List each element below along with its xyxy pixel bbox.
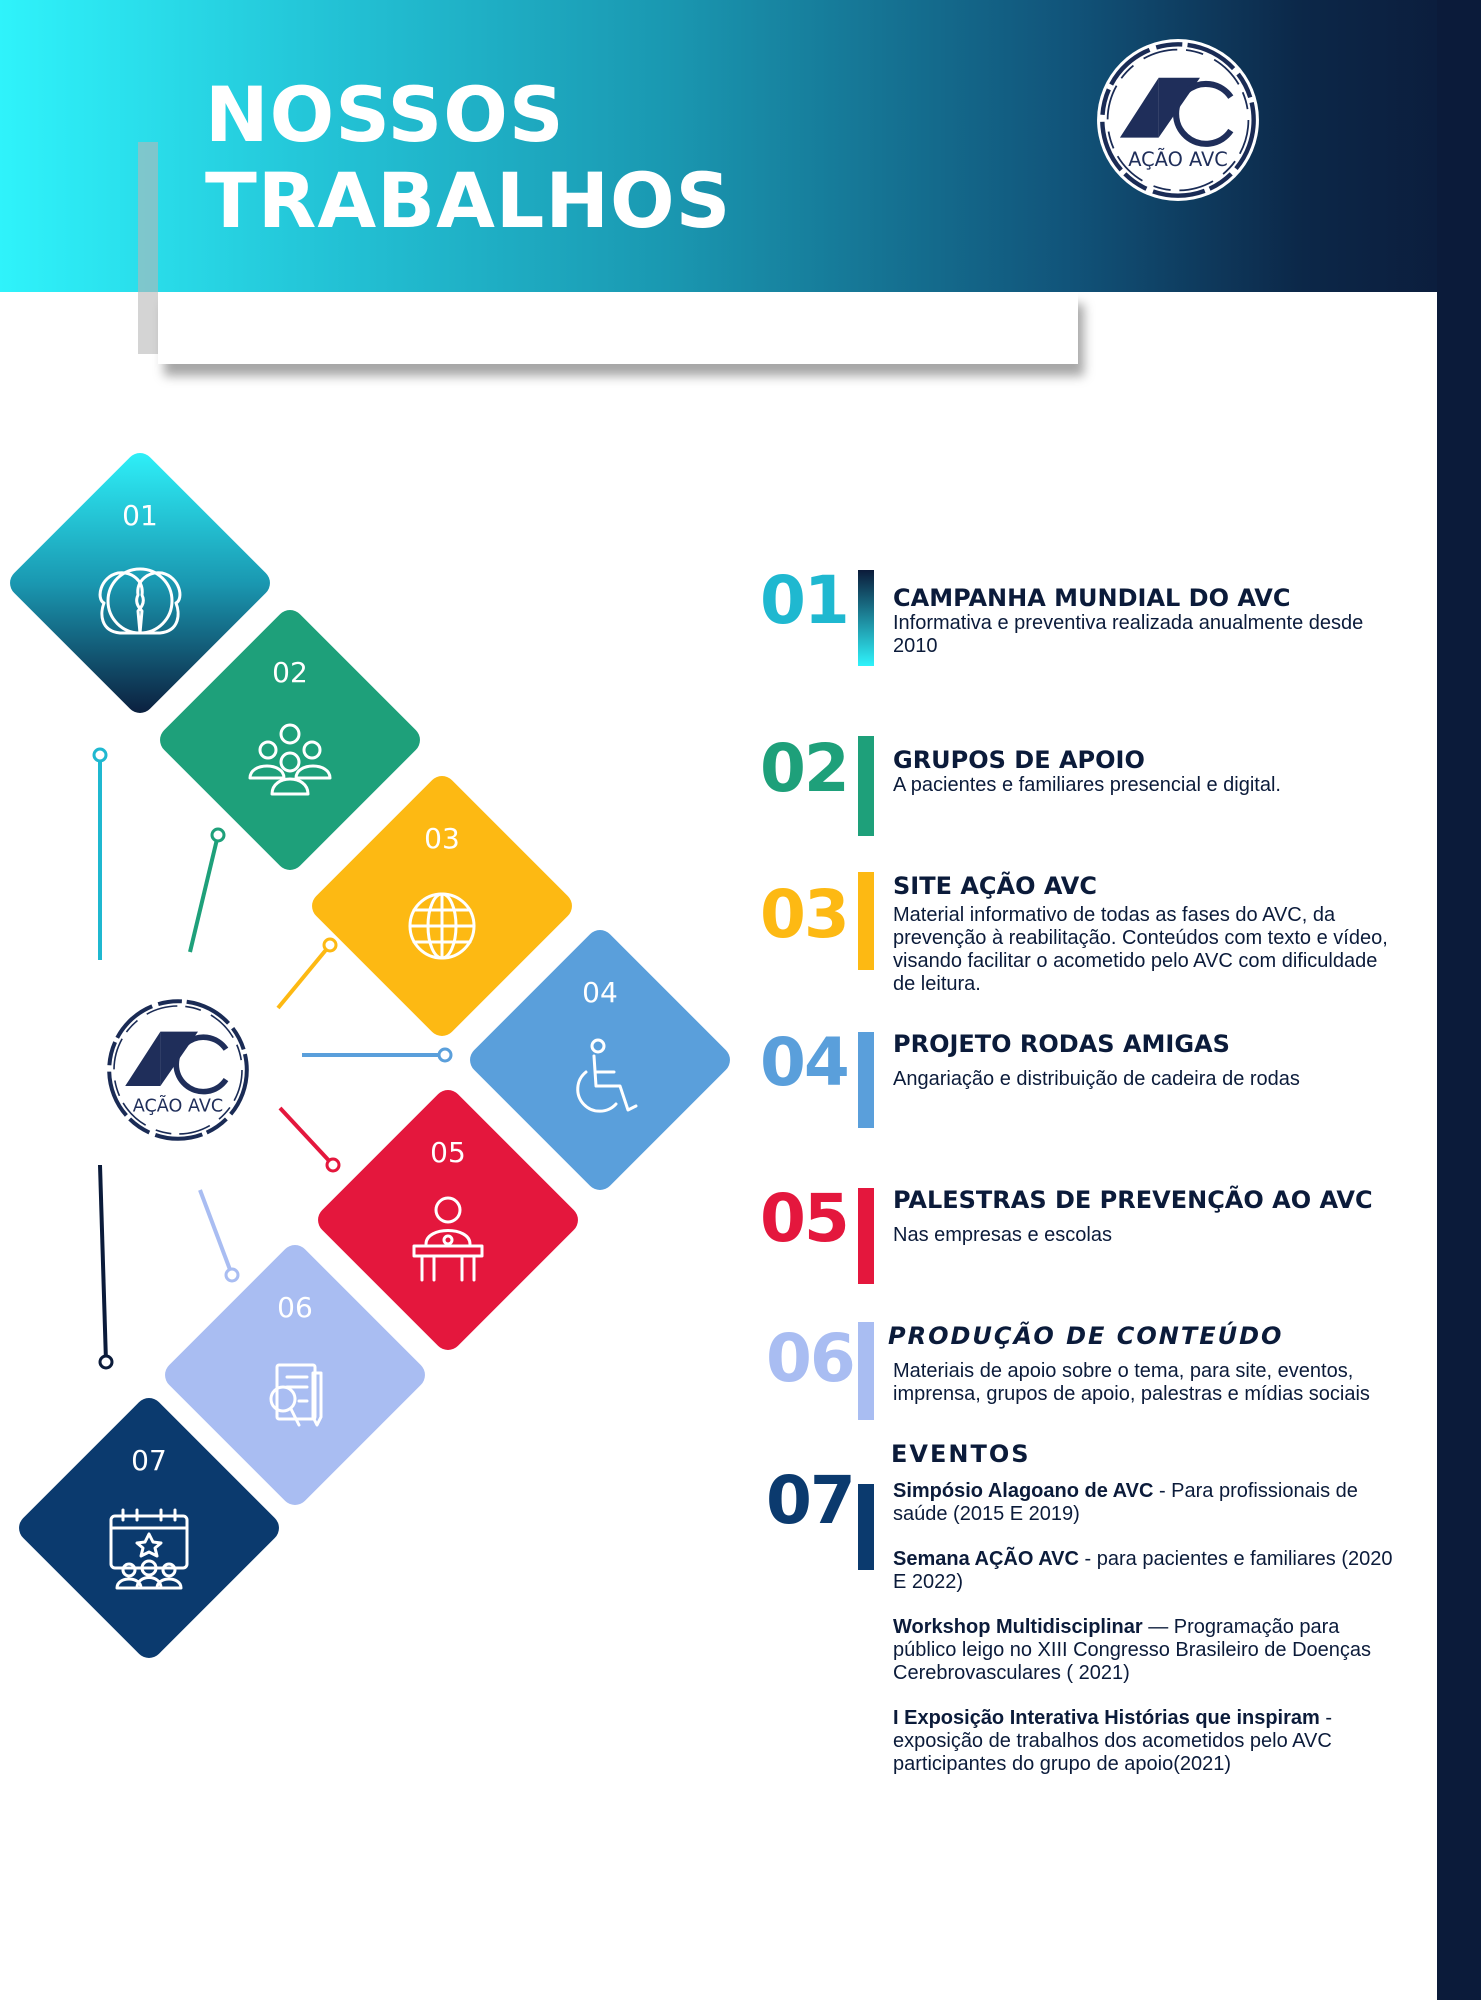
event-item (893, 1616, 1393, 1685)
item-02 (760, 730, 1400, 844)
connector-line (200, 1190, 238, 1281)
item-04-bar (858, 1032, 874, 1128)
item-02-title: GRUPOS DE APOIO (893, 746, 1145, 774)
acao-avc-logo-icon (1090, 32, 1266, 208)
connector-line (100, 1165, 112, 1368)
page-title (205, 72, 731, 244)
event-name: Semana AÇÃO AVC (893, 1548, 1079, 1570)
right-edge-bar (1437, 0, 1481, 2000)
item-06-title: PRODUÇÃO DE CONTEÚDO (888, 1322, 1284, 1350)
event-name: I Exposição Interativa Histórias que inspiram (893, 1707, 1320, 1729)
connector-dot (100, 1356, 112, 1368)
item-05-title: PALESTRAS DE PREVENÇÃO AO AVC (893, 1186, 1373, 1214)
item-02-number: 02 (760, 730, 848, 807)
event-name: Simpósio Alagoano de AVC (893, 1480, 1154, 1502)
item-07 (760, 1440, 1400, 1840)
header-shadow-panel (158, 292, 1078, 364)
item-04 (760, 1024, 1400, 1128)
title-tab-decoration (138, 142, 158, 354)
tile-number: 01 (122, 499, 158, 532)
item-01 (760, 562, 1400, 676)
tile-number: 03 (424, 822, 460, 855)
connector-dot (324, 939, 336, 951)
connector-line (278, 939, 336, 1008)
item-02-desc: A pacientes e familiares presencial e digital. (893, 774, 1281, 796)
connector-dot (212, 829, 224, 841)
event-item (893, 1707, 1393, 1776)
item-04-number: 04 (760, 1024, 848, 1101)
item-03-bar (858, 872, 874, 970)
connector-line (190, 829, 224, 952)
title-line-1: NOSSOS (205, 70, 565, 159)
item-06-bar (858, 1322, 874, 1420)
connector-line (302, 1049, 451, 1061)
event-name: Workshop Multidisciplinar (893, 1616, 1143, 1638)
item-07-bar (858, 1484, 874, 1570)
item-01-title: CAMPANHA MUNDIAL DO AVC (893, 584, 1291, 612)
title-line-2: TRABALHOS (205, 156, 732, 245)
tile-number: 07 (131, 1444, 167, 1477)
item-03-title: SITE AÇÃO AVC (893, 872, 1097, 900)
connector-line (94, 749, 106, 960)
item-03-number: 03 (760, 876, 848, 953)
item-05-number: 05 (760, 1180, 848, 1257)
item-01-number: 01 (760, 562, 848, 639)
item-05 (760, 1180, 1400, 1284)
item-03 (760, 872, 1400, 1002)
item-05-bar (858, 1188, 874, 1284)
connector-line (280, 1108, 339, 1171)
logo-center-text: AÇÃO AVC (132, 1096, 224, 1117)
event-detail: - para pacientes e familiares (2020 E 2022) (893, 1548, 1393, 1593)
event-item (893, 1548, 1393, 1594)
item-04-desc: Angariação e distribuição de cadeira de rodas (893, 1068, 1300, 1090)
item-01-bar (858, 570, 874, 666)
item-01-desc: Informativa e preventiva realizada anualmente desde 2010 (893, 612, 1364, 657)
item-02-bar (858, 736, 874, 836)
tile-number: 04 (582, 976, 618, 1009)
item-06 (760, 1322, 1400, 1442)
logo-text: AÇÃO AVC (1128, 147, 1228, 171)
events-list (893, 1480, 1393, 1798)
item-05-desc: Nas empresas e escolas (893, 1224, 1112, 1246)
item-07-number: 07 (766, 1462, 854, 1539)
item-07-title: EVENTOS (891, 1440, 1031, 1468)
acao-avc-logo-center-icon (98, 990, 258, 1150)
event-detail: — Programação para público leigo no XIII Congresso Brasileiro de Doenças Cerebrovasculares ( 2021) (893, 1616, 1372, 1684)
connector-dot (94, 749, 106, 761)
event-item (893, 1480, 1393, 1526)
event-detail: - exposição de trabalhos dos acometidos pelo AVC participantes do grupo de apoio(2021) (893, 1707, 1333, 1775)
event-detail: - Para profissionais de saúde (2015 E 2019) (893, 1480, 1358, 1525)
item-04-title: PROJETO RODAS AMIGAS (893, 1030, 1230, 1058)
item-06-desc: Materiais de apoio sobre o tema, para site, eventos, imprensa, grupos de apoio, palestras e mídias sociais (893, 1360, 1370, 1405)
connector-dot (439, 1049, 451, 1061)
connector-dot (327, 1159, 339, 1171)
tile-number: 02 (272, 656, 308, 689)
item-03-desc: Material informativo de todas as fases do AVC, da prevenção à reabilitação. Conteúdos com texto e vídeo, visando facilitar o acometido pelo AVC com dificuldade de leitura. (893, 904, 1388, 995)
connector-dot (226, 1269, 238, 1281)
item-06-number: 06 (766, 1320, 854, 1397)
globe-icon (410, 894, 474, 958)
tile-number: 06 (277, 1291, 313, 1324)
tile-number: 05 (430, 1136, 466, 1169)
